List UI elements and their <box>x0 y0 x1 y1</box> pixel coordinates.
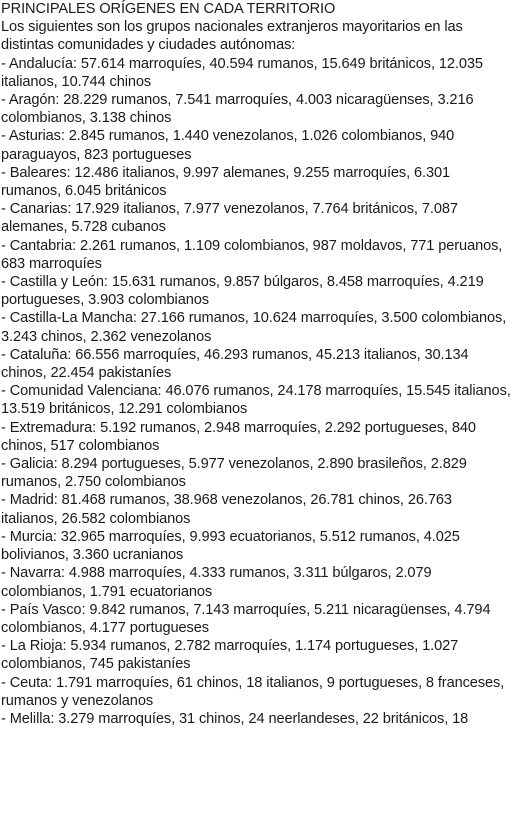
list-item-asturias: - Asturias: 2.845 rumanos, 1.440 venezolanos, 1.026 colombianos, 940 paraguayos, 823 portugueses <box>1 128 455 163</box>
list-item-comunidad-valenciana: - Comunidad Valenciana: 46.076 rumanos, 24.178 marroquíes, 15.545 italianos, 13.519 británicos, 12.291 colombianos <box>1 383 511 418</box>
list-item-extremadura: - Extremadura: 5.192 rumanos, 2.948 marroquíes, 2.292 portugueses, 840 chinos, 517 colombianos <box>1 419 476 454</box>
list-item-castilla-y-leon: - Castilla y León: 15.631 rumanos, 9.857 búlgaros, 8.458 marroquíes, 4.219 portugueses, 3.903 colombianos <box>1 274 484 309</box>
list-item-ceuta: - Ceuta: 1.791 marroquíes, 61 chinos, 18 italianos, 9 portugueses, 8 franceses, rumanos y venezolanos <box>1 674 505 709</box>
list-item-cantabria: - Cantabria: 2.261 rumanos, 1.109 colombianos, 987 moldavos, 771 peruanos, 683 marroquíes <box>1 237 503 272</box>
list-item-aragon: - Aragón: 28.229 rumanos, 7.541 marroquíes, 4.003 nicaragüenses, 3.216 colombianos, 3.138 chinos <box>1 92 474 127</box>
list-item-castilla-la-mancha: - Castilla-La Mancha: 27.166 rumanos, 10.624 marroquíes, 3.500 colombianos, 3.243 chinos, 2.362 venezolanos <box>1 310 507 345</box>
territory-list <box>1 55 511 729</box>
list-item-baleares: - Baleares: 12.486 italianos, 9.997 alemanes, 9.255 marroquíes, 6.301 rumanos, 6.045 británicos <box>1 164 451 200</box>
list-item-la-rioja: - La Rioja: 5.934 rumanos, 2.782 marroquíes, 1.174 portugueses, 1.027 colombianos, 745 pakistaníes <box>1 638 459 673</box>
list-item-navarra: - Navarra: 4.988 marroquíes, 4.333 rumanos, 3.311 búlgaros, 2.079 colombianos, 1.791 ecuatorianos <box>1 565 432 600</box>
list-item-galicia: - Galicia: 8.294 portugueses, 5.977 venezolanos, 2.890 brasileños, 2.829 rumanos, 2.750 colombianos <box>1 456 467 491</box>
list-item-canarias: - Canarias: 17.929 italianos, 7.977 venezolanos, 7.764 británicos, 7.087 alemanes, 5.728 cubanos <box>1 201 458 236</box>
list-item-pais-vasco: - País Vasco: 9.842 rumanos, 7.143 marroquíes, 5.211 nicaragüenses, 4.794 colombianos, 4.177 portugueses <box>1 601 491 636</box>
intro-paragraph: Los siguientes son los grupos nacionales extranjeros mayoritarios en las distintas comunidades y ciudades autónomas: <box>1 19 463 54</box>
section-heading: PRINCIPALES ORÍGENES EN CADA TERRITORIO <box>1 1 336 17</box>
list-item-melilla: - Melilla: 3.279 marroquíes, 31 chinos, 24 neerlandeses, 22 británicos, 18 <box>1 710 469 727</box>
list-item-cataluna: - Cataluña: 66.556 marroquíes, 46.293 rumanos, 45.213 italianos, 30.134 chinos, 22.454 pakistaníes <box>1 346 469 382</box>
list-item-andalucia: - Andalucía: 57.614 marroquíes, 40.594 rumanos, 15.649 británicos, 12.035 italianos, 10.744 chinos <box>1 55 483 90</box>
list-item-madrid: - Madrid: 81.468 rumanos, 38.968 venezolanos, 26.781 chinos, 26.763 italianos, 26.582 colombianos <box>1 492 452 527</box>
list-item-murcia: - Murcia: 32.965 marroquíes, 9.993 ecuatorianos, 5.512 rumanos, 4.025 bolivianos, 3.360 ucranianos <box>1 528 460 564</box>
